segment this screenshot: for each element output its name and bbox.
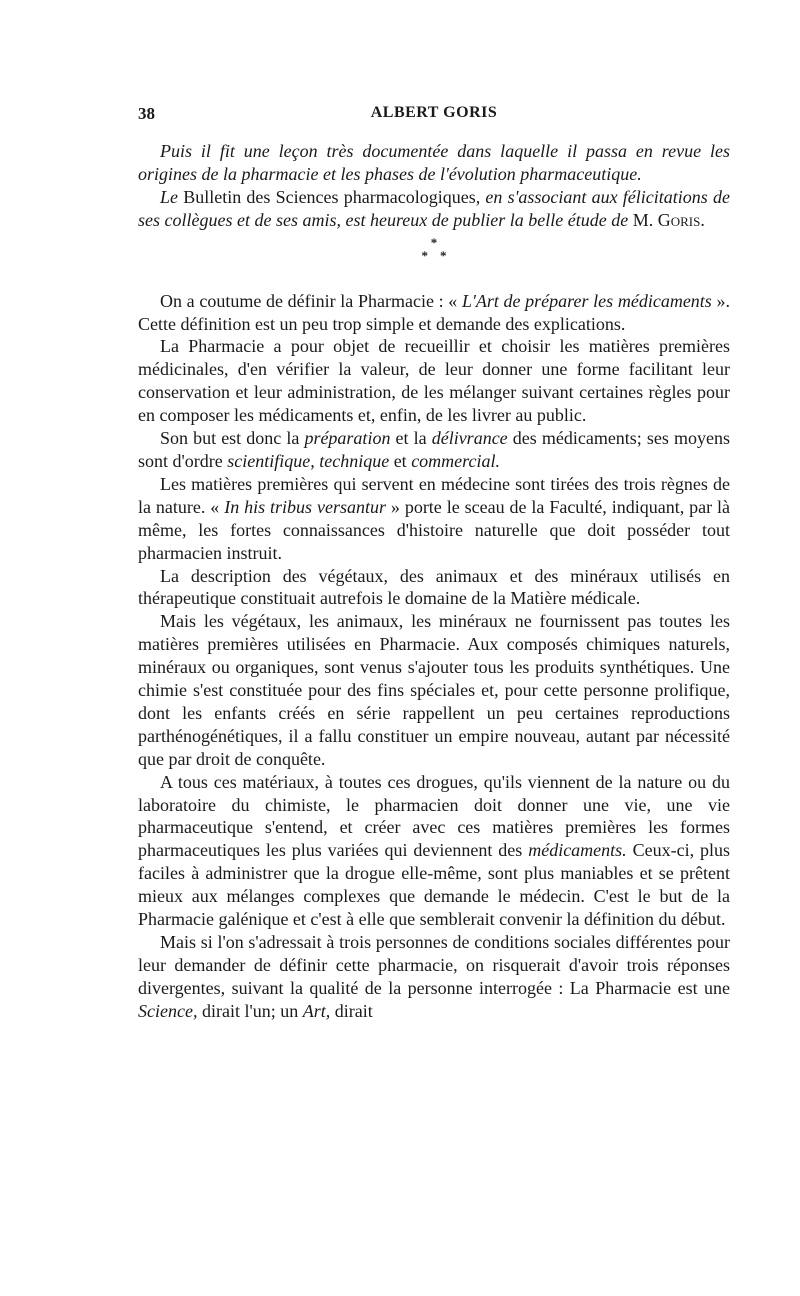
body-paragraph: Son but est donc la préparation et la délivrance des médicaments; ses moyens sont d'ordre scientifique, technique et commercial. xyxy=(138,428,730,471)
body-paragraph: La description des végétaux, des animaux et des minéraux utilisés en thérapeutique constituait autrefois le domaine de la Matière médicale. xyxy=(138,565,730,609)
body-paragraph: On a coutume de définir la Pharmacie : « L'Art de préparer les médicaments ». Cette définition est un peu trop simple et demande des explications. xyxy=(138,290,730,334)
intro-paragraph: Le Bulletin des Sciences pharmacologiques, en s'associant aux félicitations de ses collègues et de ses amis, est heureux de publier la belle étude de M. Goris. xyxy=(138,186,730,230)
body-paragraph: A tous ces matériaux, à toutes ces drogues, qu'ils viennent de la nature ou du laboratoire du chimiste, le pharmacien doit donner une vie, une vie pharmaceutique s'entend, et créer avec ces matières premières les formes pharmaceutiques les plus variées qui deviennent des médicaments. Ceux-ci, plus faciles à administrer que la drogue elle-même, sont plus maniables et se prêtent mieux aux mélanges complexes que demande le médecin. C'est le but de la Pharmacie galénique et c'est à elle que semblerait convenir la définition du début. xyxy=(138,771,730,930)
body-paragraph: Mais les végétaux, les animaux, les minéraux ne fournissent pas toutes les matières premières utilisées en Pharmacie. Aux composés chimiques naturels, minéraux ou organiques, sont venus s'ajouter tous les produits synthétiques. Une chimie s'est constituée pour des fins spéciales et, pour cette personne prolifique, dont les enfants créés en série rappellent un peu certaines reproductions parthénogénétiques, il a fallu constituer un empire nouveau, autant par nécessité que par droit de conquête. xyxy=(138,611,730,769)
page-header xyxy=(138,104,730,128)
body-paragraph: La Pharmacie a pour objet de recueillir et choisir les matières premières médicinales, d'en vérifier la valeur, de leur donner une forme facilitant leur conservation et leur administration, de les mélanger suivant certaines règles pour en composer les médicaments et, enfin, de les livrer au public. xyxy=(138,336,730,426)
running-head: ALBERT GORIS xyxy=(370,104,498,121)
author-name: Goris xyxy=(657,209,701,230)
body-paragraph: Les matières premières qui servent en médecine sont tirées des trois règnes de la nature. « In his tribus versantur » porte le sceau de la Faculté, indiquant, par là même, les fortes connaissances d'histoire naturelle que doit posséder tout pharmacien instruit. xyxy=(138,473,731,563)
intro-paragraph: Puis il fit une leçon très documentée dans laquelle il passa en revue les origines de la pharmacie et les phases de l'évolution pharmaceutique. xyxy=(138,141,730,184)
body-paragraph: Mais si l'on s'adressait à trois personnes de conditions sociales différentes pour leur demander de définir cette pharmacie, on risquerait d'avoir trois réponses divergentes, suivant la qualité de la personne interrogée : La Pharmacie est une Science, dirait l'un; un Art, dirait xyxy=(138,932,730,1021)
section-asterism: * ** xyxy=(421,234,459,263)
page-body xyxy=(138,140,730,1023)
editorial-intro xyxy=(138,140,730,232)
page-number: 38 xyxy=(138,104,155,123)
